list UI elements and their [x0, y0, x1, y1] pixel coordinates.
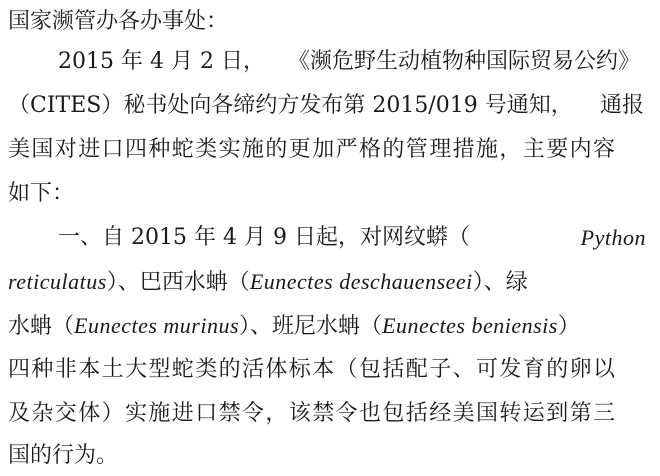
species-sep-1: ）、巴西水蚺（ [106, 270, 250, 295]
paragraph-1-line-1 [58, 42, 640, 82]
measures-text: 美国对进口四种蛇类实施的更加严格的管理措施，主要内容 [8, 137, 617, 162]
species-sep-2: ）、绿 [472, 270, 528, 295]
following-text: 如下： [8, 181, 75, 206]
paragraph-2-line-5 [8, 394, 660, 434]
species-genus-python: Python [580, 225, 646, 250]
paragraph-2-line-4 [8, 350, 660, 390]
paragraph-1-line-3 [8, 130, 660, 170]
salutation [8, 2, 660, 42]
species-sep-4: ）、班尼水蚺（ [239, 314, 383, 339]
salutation-text: 国家濒管办各办事处： [8, 9, 229, 34]
convention-title: 《濒危野生动植物种国际贸易公约》 [287, 49, 640, 74]
notification-text: （CITES）秘书处向各缔约方发布第 2015/019 号通知， [8, 93, 573, 118]
item-one-text: 一、自 2015 年 4 月 9 日起，对网纹蟒（ [58, 225, 470, 250]
notification-verb: 通报 [599, 93, 644, 118]
paragraph-1-line-2 [8, 86, 644, 126]
date-text: 2015 年 4 月 2 日， [58, 49, 265, 74]
paragraph-2-line-1 [58, 218, 646, 258]
species-sep-3: 水蚺（ [8, 314, 75, 339]
species-deschauenseei: Eunectes deschauenseei [249, 269, 473, 294]
paragraph-2-line-3 [8, 306, 660, 346]
specimens-text: 四种非本土大型蛇类的活体标本（包括配子、可发育的卵以 [8, 357, 617, 382]
species-sep-5: ） [557, 314, 580, 339]
ban-text: 及杂交体）实施进口禁令，该禁令也包括经美国转运到第三 [8, 401, 617, 426]
paragraph-2-line-6 [8, 436, 660, 476]
species-reticulatus: reticulatus [8, 269, 107, 294]
conduct-text: 国的行为。 [8, 443, 119, 468]
paragraph-1-line-4 [8, 174, 660, 214]
species-murinus: Eunectes murinus [74, 313, 240, 338]
paragraph-2-line-2 [8, 262, 660, 302]
species-beniensis: Eunectes beniensis [382, 313, 558, 338]
